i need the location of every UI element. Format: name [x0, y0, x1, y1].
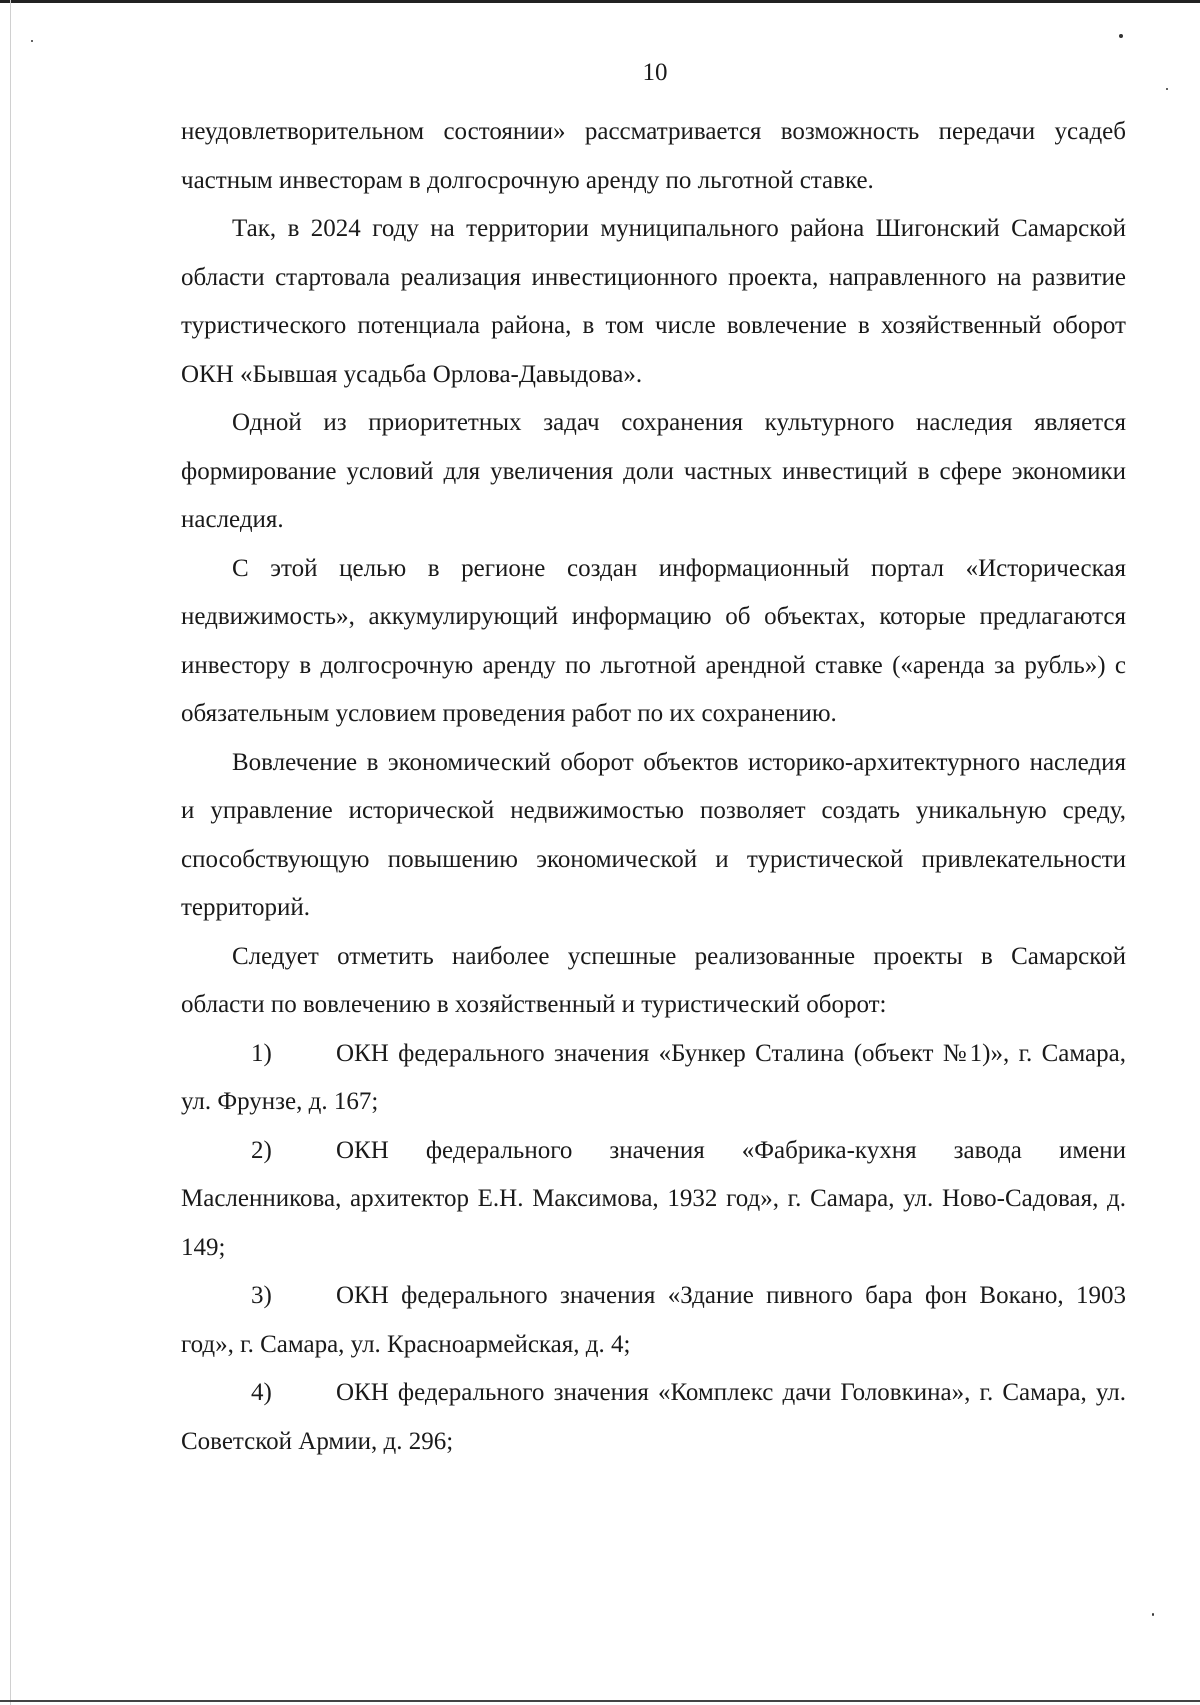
paragraph: Вовлечение в экономический оборот объектов историко-архитектурного наследия и управление исторической недвижимостью позволяет создать уникальную среду, способствующую повышению экономической и туристической привлекательности территорий. [181, 748, 1126, 921]
list-item-number: 4) [251, 1379, 272, 1406]
list-item-text: ОКН федерального значения «Комплекс дачи Головкина», г. Самара, ул. Советской Армии, д. 296; [181, 1379, 1126, 1455]
document-body [181, 108, 1126, 1466]
list-item-text: ОКН федерального значения «Бункер Сталина (объект №1)», г. Самара, ул. Фрунзе, д. 167; [181, 1039, 1126, 1115]
paragraph: Одной из приоритетных задач сохранения культурного наследия является формирование условий для увеличения доли частных инвестиций в сфере экономики наследия. [181, 409, 1126, 533]
list-item-number: 3) [251, 1282, 272, 1309]
scan-speck [1119, 34, 1123, 38]
list-item-text: ОКН федерального значения «Фабрика-кухня завода имени Масленникова, архитектор Е.Н. Максимова, 1932 год», г. Самара, ул. Ново-Садовая, д. 149; [181, 1136, 1126, 1261]
list-item [181, 1272, 1126, 1369]
scan-edge-left [10, 0, 11, 1705]
scan-speck [1152, 1613, 1154, 1616]
list-item [181, 1369, 1126, 1466]
scan-speck [31, 40, 33, 42]
scan-edge-top [0, 0, 1200, 3]
scan-edge-bottom [0, 1700, 1200, 1702]
list-item-number: 2) [251, 1136, 272, 1164]
page-number: 10 [642, 59, 668, 86]
paragraph: Следует отметить наиболее успешные реализованные проекты в Самарской области по вовлечению в хозяйственный и туристический оборот: [181, 942, 1126, 1018]
paragraph: С этой целью в регионе создан информационный портал «Историческая недвижимость», аккумулирующий информацию об объектах, которые предлагаются инвестору в долгосрочную аренду по льготной арендной ставке («аренда за рубль») с обязательным условием проведения работ по их сохранению. [181, 554, 1126, 727]
list-item [181, 1030, 1126, 1127]
list-item-number: 1) [251, 1039, 272, 1067]
list-item-text: ОКН федерального значения «Здание пивного бара фон Вокано, 1903 год», г. Самара, ул. Красноармейская, д. 4; [181, 1282, 1126, 1358]
paragraph: Так, в 2024 году на территории муниципального района Шигонский Самарской области стартовала реализация инвестиционного проекта, направленного на развитие туристического потенциала района, в том числе вовлечение в хозяйственный оборот ОКН «Бывшая усадьба Орлова-Давыдова». [181, 215, 1126, 388]
scan-speck [1166, 88, 1168, 90]
paragraph: неудовлетворительном состоянии» рассматривается возможность передачи усадеб частным инвесторам в долгосрочную аренду по льготной ставке. [181, 118, 1126, 194]
list-item [181, 1127, 1126, 1273]
